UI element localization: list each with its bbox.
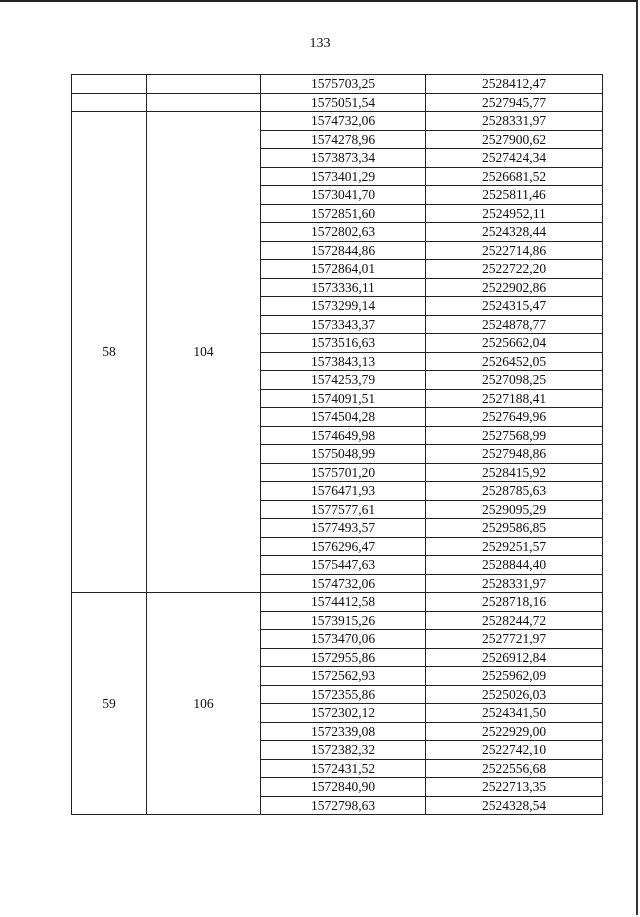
y-coordinate-cell: 2522722,20: [426, 260, 603, 279]
x-coordinate-cell: 1573336,11: [261, 278, 426, 297]
y-coordinate-cell: 2524328,44: [426, 223, 603, 242]
x-coordinate-cell: 1574278,96: [261, 130, 426, 149]
y-coordinate-cell: 2524328,54: [426, 796, 603, 815]
empty-number-cell: [147, 75, 261, 94]
x-coordinate-cell: 1577577,61: [261, 500, 426, 519]
empty-id-cell: [72, 93, 147, 112]
y-coordinate-cell: 2526912,84: [426, 648, 603, 667]
y-coordinate-cell: 2527900,62: [426, 130, 603, 149]
group-id-cell: 59: [72, 593, 147, 815]
x-coordinate-cell: 1573873,34: [261, 149, 426, 168]
x-coordinate-cell: 1574091,51: [261, 389, 426, 408]
x-coordinate-cell: 1572302,12: [261, 704, 426, 723]
y-coordinate-cell: 2522902,86: [426, 278, 603, 297]
y-coordinate-cell: 2524878,77: [426, 315, 603, 334]
group-number-cell: 104: [147, 112, 261, 593]
x-coordinate-cell: 1572840,90: [261, 778, 426, 797]
y-coordinate-cell: 2522714,86: [426, 241, 603, 260]
x-coordinate-cell: 1572562,93: [261, 667, 426, 686]
x-coordinate-cell: 1574732,06: [261, 574, 426, 593]
y-coordinate-cell: 2524341,50: [426, 704, 603, 723]
x-coordinate-cell: 1572382,32: [261, 741, 426, 760]
y-coordinate-cell: 2529095,29: [426, 500, 603, 519]
x-coordinate-cell: 1572955,86: [261, 648, 426, 667]
y-coordinate-cell: 2524315,47: [426, 297, 603, 316]
coordinates-table-body: [72, 75, 603, 815]
x-coordinate-cell: 1575701,20: [261, 463, 426, 482]
y-coordinate-cell: 2528718,16: [426, 593, 603, 612]
x-coordinate-cell: 1572802,63: [261, 223, 426, 242]
group-id-cell: 58: [72, 112, 147, 593]
x-coordinate-cell: 1574412,58: [261, 593, 426, 612]
y-coordinate-cell: 2522556,68: [426, 759, 603, 778]
group-number-cell: 106: [147, 593, 261, 815]
x-coordinate-cell: 1576471,93: [261, 482, 426, 501]
x-coordinate-cell: 1573516,63: [261, 334, 426, 353]
y-coordinate-cell: 2529586,85: [426, 519, 603, 538]
x-coordinate-cell: 1573915,26: [261, 611, 426, 630]
y-coordinate-cell: 2527945,77: [426, 93, 603, 112]
y-coordinate-cell: 2528844,40: [426, 556, 603, 575]
x-coordinate-cell: 1572798,63: [261, 796, 426, 815]
y-coordinate-cell: 2525662,04: [426, 334, 603, 353]
x-coordinate-cell: 1575051,54: [261, 93, 426, 112]
x-coordinate-cell: 1573470,06: [261, 630, 426, 649]
x-coordinate-cell: 1573843,13: [261, 352, 426, 371]
y-coordinate-cell: 2527649,96: [426, 408, 603, 427]
y-coordinate-cell: 2527568,99: [426, 426, 603, 445]
x-coordinate-cell: 1573343,37: [261, 315, 426, 334]
y-coordinate-cell: 2527948,86: [426, 445, 603, 464]
y-coordinate-cell: 2526681,52: [426, 167, 603, 186]
y-coordinate-cell: 2525811,46: [426, 186, 603, 205]
table-row: [72, 75, 603, 94]
x-coordinate-cell: 1572851,60: [261, 204, 426, 223]
y-coordinate-cell: 2524952,11: [426, 204, 603, 223]
empty-number-cell: [147, 93, 261, 112]
y-coordinate-cell: 2522742,10: [426, 741, 603, 760]
y-coordinate-cell: 2527721,97: [426, 630, 603, 649]
x-coordinate-cell: 1573401,29: [261, 167, 426, 186]
empty-id-cell: [72, 75, 147, 94]
y-coordinate-cell: 2526452,05: [426, 352, 603, 371]
y-coordinate-cell: 2527424,34: [426, 149, 603, 168]
x-coordinate-cell: 1572355,86: [261, 685, 426, 704]
x-coordinate-cell: 1575703,25: [261, 75, 426, 94]
y-coordinate-cell: 2528331,97: [426, 574, 603, 593]
y-coordinate-cell: 2525026,03: [426, 685, 603, 704]
x-coordinate-cell: 1572431,52: [261, 759, 426, 778]
y-coordinate-cell: 2528415,92: [426, 463, 603, 482]
y-coordinate-cell: 2528331,97: [426, 112, 603, 131]
x-coordinate-cell: 1574732,06: [261, 112, 426, 131]
y-coordinate-cell: 2528412,47: [426, 75, 603, 94]
x-coordinate-cell: 1575447,63: [261, 556, 426, 575]
y-coordinate-cell: 2522929,00: [426, 722, 603, 741]
y-coordinate-cell: 2528785,63: [426, 482, 603, 501]
x-coordinate-cell: 1577493,57: [261, 519, 426, 538]
y-coordinate-cell: 2522713,35: [426, 778, 603, 797]
y-coordinate-cell: 2529251,57: [426, 537, 603, 556]
x-coordinate-cell: 1574649,98: [261, 426, 426, 445]
x-coordinate-cell: 1573299,14: [261, 297, 426, 316]
x-coordinate-cell: 1574253,79: [261, 371, 426, 390]
x-coordinate-cell: 1575048,99: [261, 445, 426, 464]
table-row: [72, 112, 603, 131]
y-coordinate-cell: 2525962,09: [426, 667, 603, 686]
y-coordinate-cell: 2527098,25: [426, 371, 603, 390]
x-coordinate-cell: 1572339,08: [261, 722, 426, 741]
x-coordinate-cell: 1572844,86: [261, 241, 426, 260]
x-coordinate-cell: 1573041,70: [261, 186, 426, 205]
x-coordinate-cell: 1576296,47: [261, 537, 426, 556]
y-coordinate-cell: 2528244,72: [426, 611, 603, 630]
table-row: [72, 593, 603, 612]
coordinates-table: [71, 74, 603, 815]
x-coordinate-cell: 1574504,28: [261, 408, 426, 427]
x-coordinate-cell: 1572864,01: [261, 260, 426, 279]
table-row: [72, 93, 603, 112]
page-number: 133: [309, 36, 331, 51]
y-coordinate-cell: 2527188,41: [426, 389, 603, 408]
